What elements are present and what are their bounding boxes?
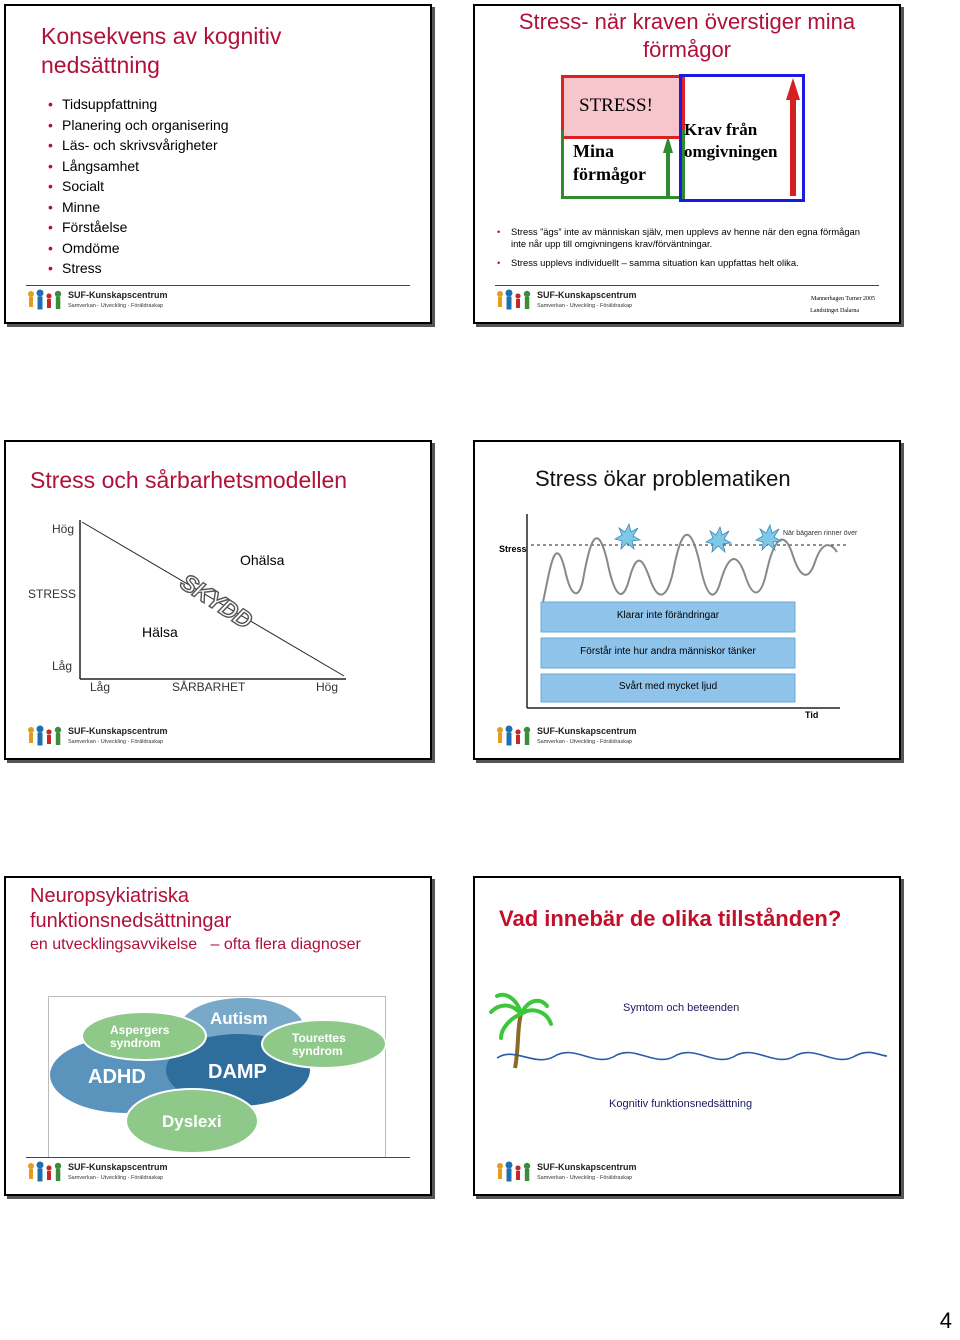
slide-title: Stress- när kraven överstiger mina förmågor (518, 9, 856, 62)
footer-brand: SUF-Kunskapscentrum (68, 290, 168, 300)
slide-footer (495, 722, 879, 752)
slide-tillstanden (473, 876, 901, 1196)
mina-formagor-label: Mina förmågor (573, 141, 646, 184)
footer-brand: SUF-Kunskapscentrum (68, 1162, 168, 1172)
kognitiv-label: Kognitiv funktionsnedsättning (609, 1098, 753, 1110)
slide-title: Stress ökar problematiken (535, 466, 791, 491)
tid-label: Tid (805, 710, 819, 720)
slide-title: Stress och sårbarhetsmodellen (30, 467, 348, 493)
list-item: • Förståelse (48, 217, 229, 238)
slide-footer (495, 285, 879, 316)
title-line-2: funktionsnedsättningar (30, 910, 232, 932)
slide-sarbarhetsmodellen (4, 440, 432, 760)
family-logo-icon (26, 289, 66, 313)
footer-subtitle: Samverkan - Utveckling - Föräldraskap (68, 303, 164, 309)
tourettes-label: Tourettes syndrom (292, 1031, 346, 1058)
slide-title: Vad innebär de olika tillstånden? (499, 906, 842, 931)
footer-brand: SUF-Kunskapscentrum (537, 1162, 637, 1172)
list-item: • Långsamhet (48, 156, 229, 177)
slide-footer (26, 1157, 410, 1188)
family-logo-icon (26, 725, 66, 749)
footer-subtitle: Samverkan - Utveckling - Föräldraskap (537, 739, 633, 745)
slide-neuropsykiatriska (4, 876, 432, 1196)
bullet-list (48, 94, 229, 279)
footer-brand: SUF-Kunskapscentrum (537, 290, 637, 300)
list-item: • Minne (48, 197, 229, 218)
list-item: • Socialt (48, 176, 229, 197)
lag-x-label: Låg (90, 680, 111, 694)
bar-label: Förstår inte hur andra människor tänker (580, 646, 756, 657)
footer-subtitle: Samverkan - Utveckling - Föräldraskap (68, 739, 164, 745)
page-number: 4 (939, 1308, 952, 1333)
krav-label: Krav från omgivningen (684, 120, 778, 161)
autism-label: Autism (210, 1009, 268, 1028)
skydd-label: SKYDD (175, 568, 257, 635)
list-item: • Omdöme (48, 238, 229, 259)
dyslexi-label: Dyslexi (162, 1112, 222, 1131)
stress-label: STRESS! (579, 95, 653, 116)
iceberg-island-diagram (475, 878, 899, 1194)
list-item: • Stress ”ägs” inte av människan själv, men upplevs av henne när den egna förmågan inte når upp till omgivningens krav/förväntningar. (497, 226, 877, 250)
list-item: • Tidsuppfattning (48, 94, 229, 115)
hog-x-label: Hög (316, 680, 339, 694)
footer-subtitle: Samverkan - Utveckling - Föräldraskap (68, 1175, 164, 1181)
footer-brand: SUF-Kunskapscentrum (537, 726, 637, 736)
title-line-1: Neuropsykiatriska (30, 885, 189, 907)
overflow-label: När bägaren rinner över (783, 530, 858, 537)
slide-subtitle: en utvecklingsavvikelse – ofta flera diagnoser (30, 936, 361, 953)
list-item: • Planering och organisering (48, 115, 229, 136)
footer-subtitle: Samverkan - Utveckling - Föräldraskap (537, 303, 633, 309)
bar-label: Klarar inte förändringar (616, 610, 720, 621)
sarbarhet-axis-label: SÅRBARHET (172, 680, 246, 694)
family-logo-icon (495, 1161, 535, 1185)
slide-konsekvens (4, 4, 432, 324)
slide-title: Konsekvens av kognitiv nedsättning (41, 23, 282, 78)
family-logo-icon (495, 725, 535, 749)
slide-stress-formagor (473, 4, 901, 324)
slide-footer (26, 285, 410, 316)
family-logo-icon (26, 1161, 66, 1185)
bar-label: Svårt med mycket ljud (618, 681, 718, 692)
lag-y-label: Låg (52, 659, 73, 673)
stress-label: Stress (499, 544, 527, 554)
footer-brand: SUF-Kunskapscentrum (68, 726, 168, 736)
halsa-label: Hälsa (142, 624, 178, 640)
hog-y-label: Hög (52, 522, 75, 536)
list-item: • Stress (48, 258, 229, 279)
damp-label: DAMP (208, 1061, 267, 1083)
bullet-list (497, 226, 877, 270)
arrows-icon (475, 6, 899, 206)
aspergers-label: Aspergers syndrom (110, 1023, 170, 1050)
credit-author: Mannerhagen Turner 2005 (811, 296, 875, 302)
ohalsa-label: Ohälsa (240, 552, 285, 568)
slide-footer (26, 722, 410, 752)
stress-axis-label: STRESS (28, 587, 77, 601)
footer-subtitle: Samverkan - Utveckling - Föräldraskap (537, 1175, 633, 1181)
slide-footer (495, 1158, 879, 1188)
symptom-label: Symtom och beteenden (623, 1002, 740, 1014)
adhd-label: ADHD (88, 1066, 146, 1088)
credit-org: Landstinget Dalarna (810, 308, 859, 314)
diagnoses-venn-diagram (6, 878, 430, 1194)
slide-stress-problematik (473, 440, 901, 760)
family-logo-icon (495, 289, 535, 313)
list-item: • Stress upplevs individuellt – samma situation kan uppfattas helt olika. (497, 257, 877, 269)
list-item: • Läs- och skrivsvårigheter (48, 135, 229, 156)
